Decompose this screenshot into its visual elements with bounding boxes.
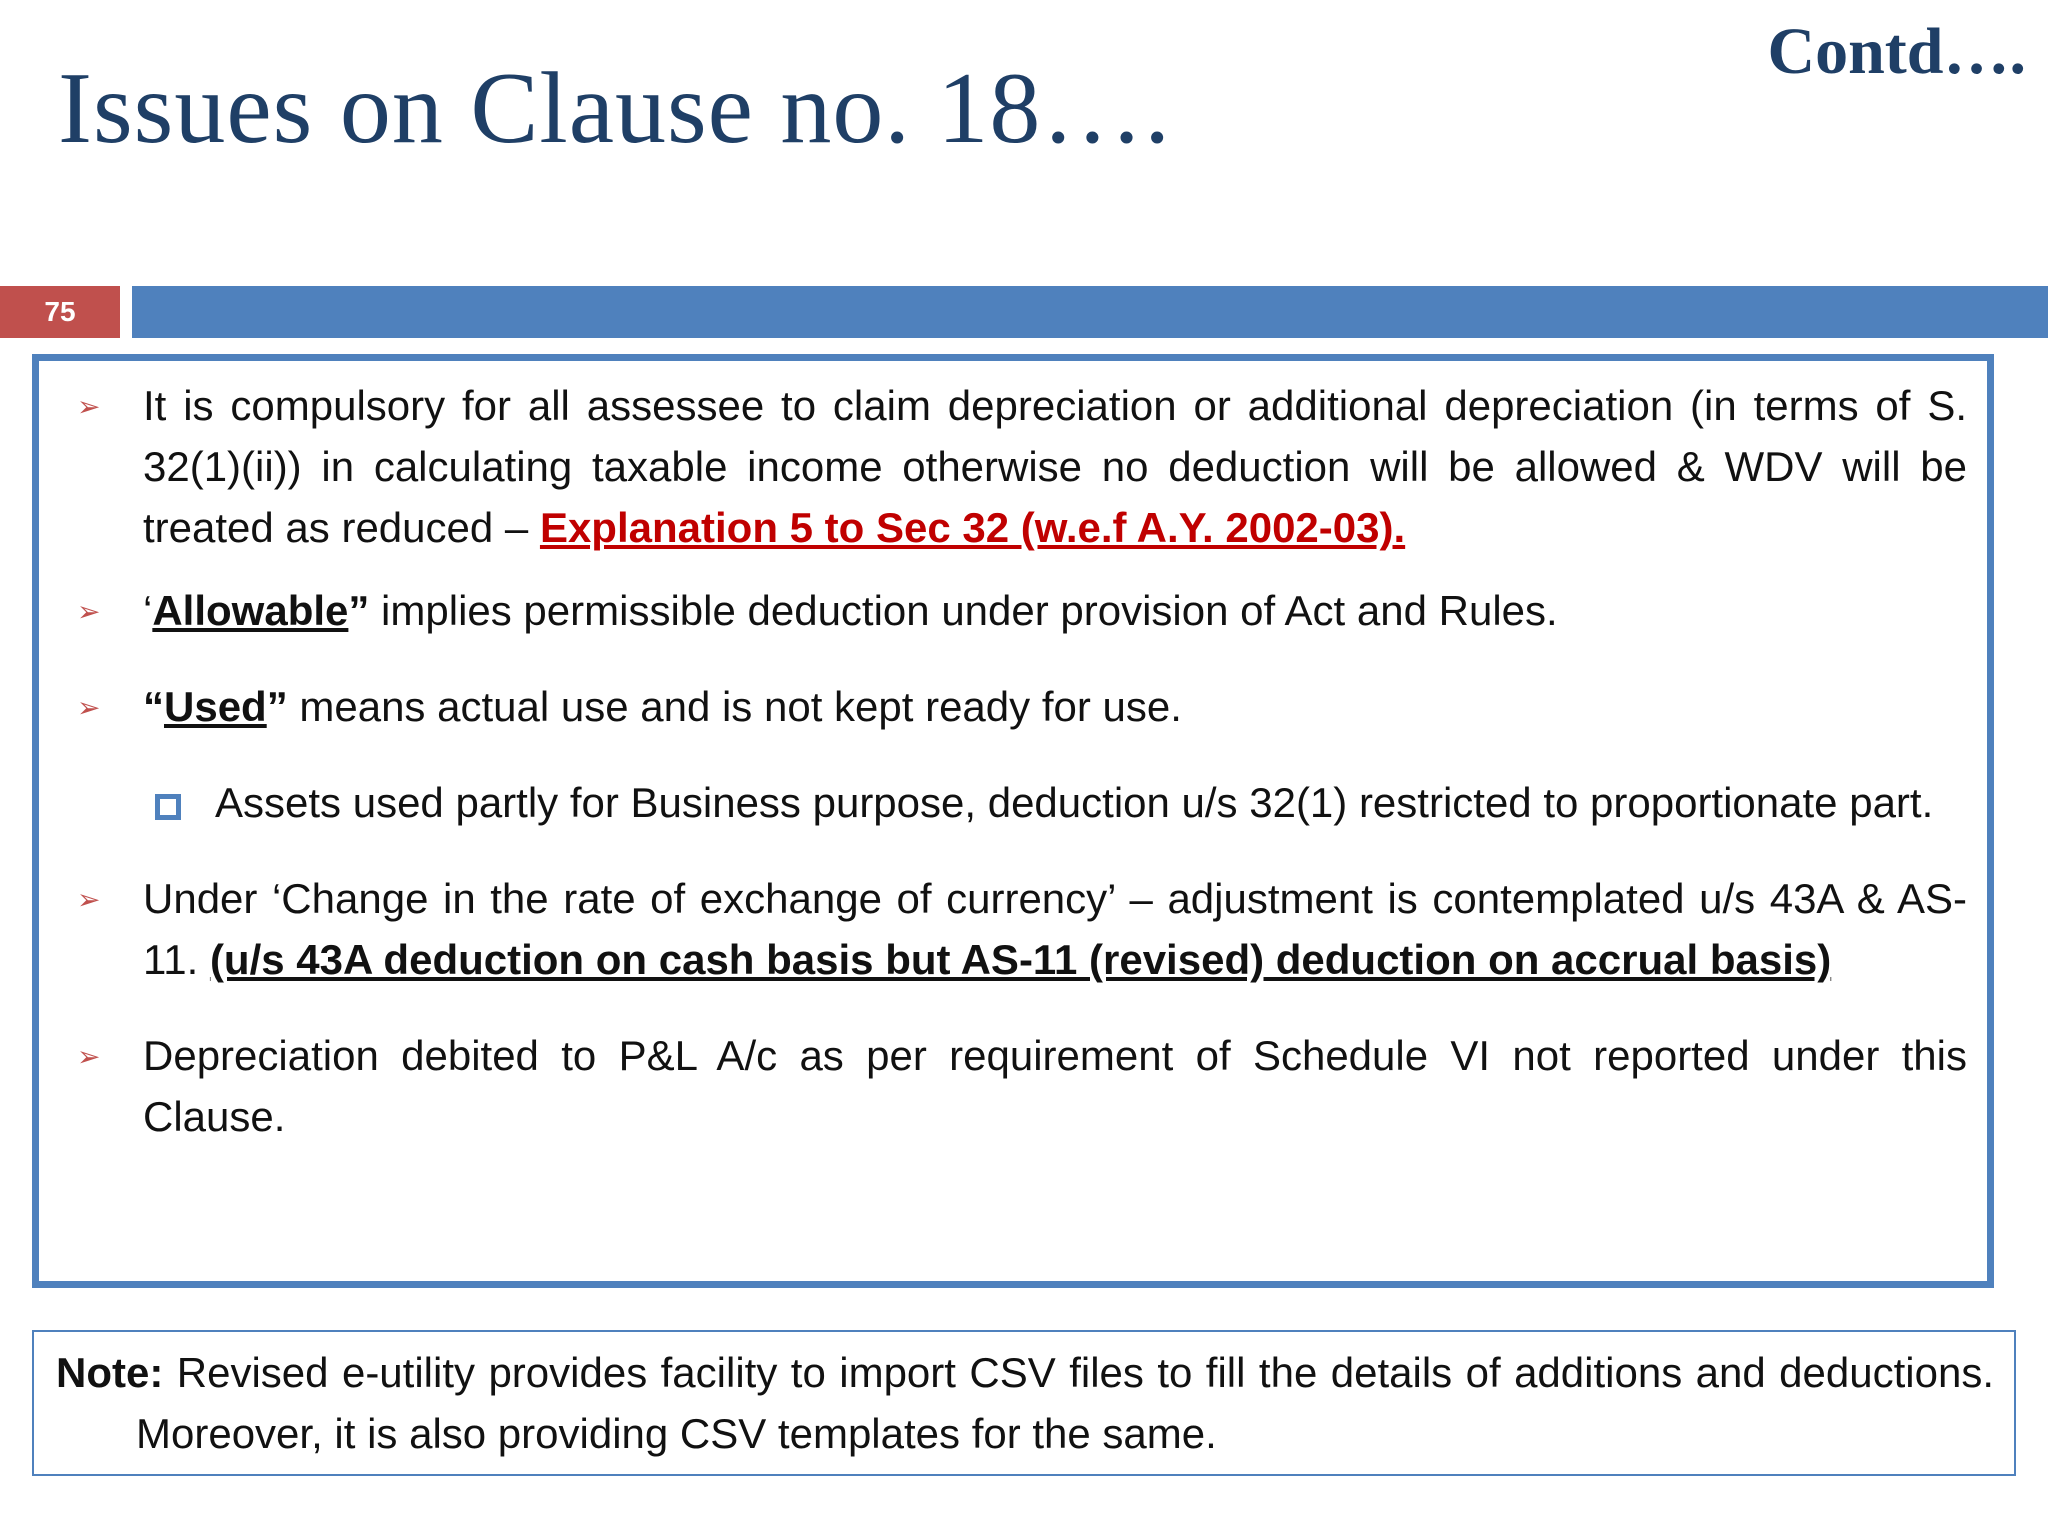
item3-close-quote: ” — [266, 683, 288, 730]
arrow-bullet-icon: ➢ — [77, 595, 101, 628]
bullet-text-3 — [143, 676, 1967, 737]
arrow-bullet-icon: ➢ — [77, 691, 101, 724]
item1-text: It is compulsory for all assessee to claim depreciation or additional depreciation (in terms of S. 32(1)(ii)) in calculating taxable income otherwise no deduction will be allowed & WDV will be treated as reduced – — [143, 382, 1967, 551]
bullet-item-2 — [59, 580, 1967, 641]
item2-close-quote: ” — [348, 587, 370, 634]
note-label: Note: — [56, 1349, 164, 1396]
contd-label: Contd…. — [1767, 15, 2026, 88]
item4-emphasis: (u/s 43A deduction on cash basis but AS-11 (revised) deduction on accrual basis) — [209, 936, 1832, 983]
content-box — [32, 354, 1994, 1288]
bullet-item-4 — [59, 868, 1967, 990]
item3-open-quote: “ — [143, 683, 164, 730]
sub-bullet-item-1 — [59, 772, 1967, 833]
item2-open-quote: ‘ — [143, 587, 153, 634]
note-text — [56, 1342, 1994, 1464]
header-bar — [132, 286, 2048, 338]
item4-text: Under ‘Change in the rate of exchange of currency’ – adjustment is contemplated u/s 43A & AS-11. — [143, 875, 1967, 983]
note-box — [32, 1330, 2016, 1476]
arrow-bullet-icon: ➢ — [77, 390, 101, 423]
bullet-item-5 — [59, 1025, 1967, 1147]
item3-text: means actual use and is not kept ready for use. — [287, 683, 1182, 730]
bullet-text-4 — [143, 868, 1967, 990]
slide-title: Issues on Clause no. 18…. — [58, 52, 1171, 165]
explanation-reference: Explanation 5 to Sec 32 (w.e.f A.Y. 2002-03). — [539, 504, 1406, 551]
used-term: Used — [164, 683, 267, 730]
bullet-text-1 — [143, 375, 1967, 558]
bullet-text-5: Depreciation debited to P&L A/c as per requirement of Schedule VI not reported under this Clause. — [143, 1032, 1967, 1140]
arrow-bullet-icon: ➢ — [77, 883, 101, 916]
note-body: Revised e-utility provides facility to import CSV files to fill the details of additions and deductions. Moreover, it is also providing CSV templates for the same. — [136, 1349, 1994, 1457]
slide-number: 75 — [0, 286, 120, 338]
square-bullet-icon — [155, 794, 181, 820]
bullet-item-3 — [59, 676, 1967, 737]
bullet-text-2 — [143, 580, 1967, 641]
allowable-term: Allowable — [152, 587, 349, 634]
item2-text: implies permissible deduction under provision of Act and Rules. — [369, 587, 1558, 634]
bullet-item-1 — [59, 375, 1967, 558]
sub-bullet-text-1: Assets used partly for Business purpose, deduction u/s 32(1) restricted to proportionate part. — [215, 779, 1934, 826]
arrow-bullet-icon: ➢ — [77, 1040, 101, 1073]
